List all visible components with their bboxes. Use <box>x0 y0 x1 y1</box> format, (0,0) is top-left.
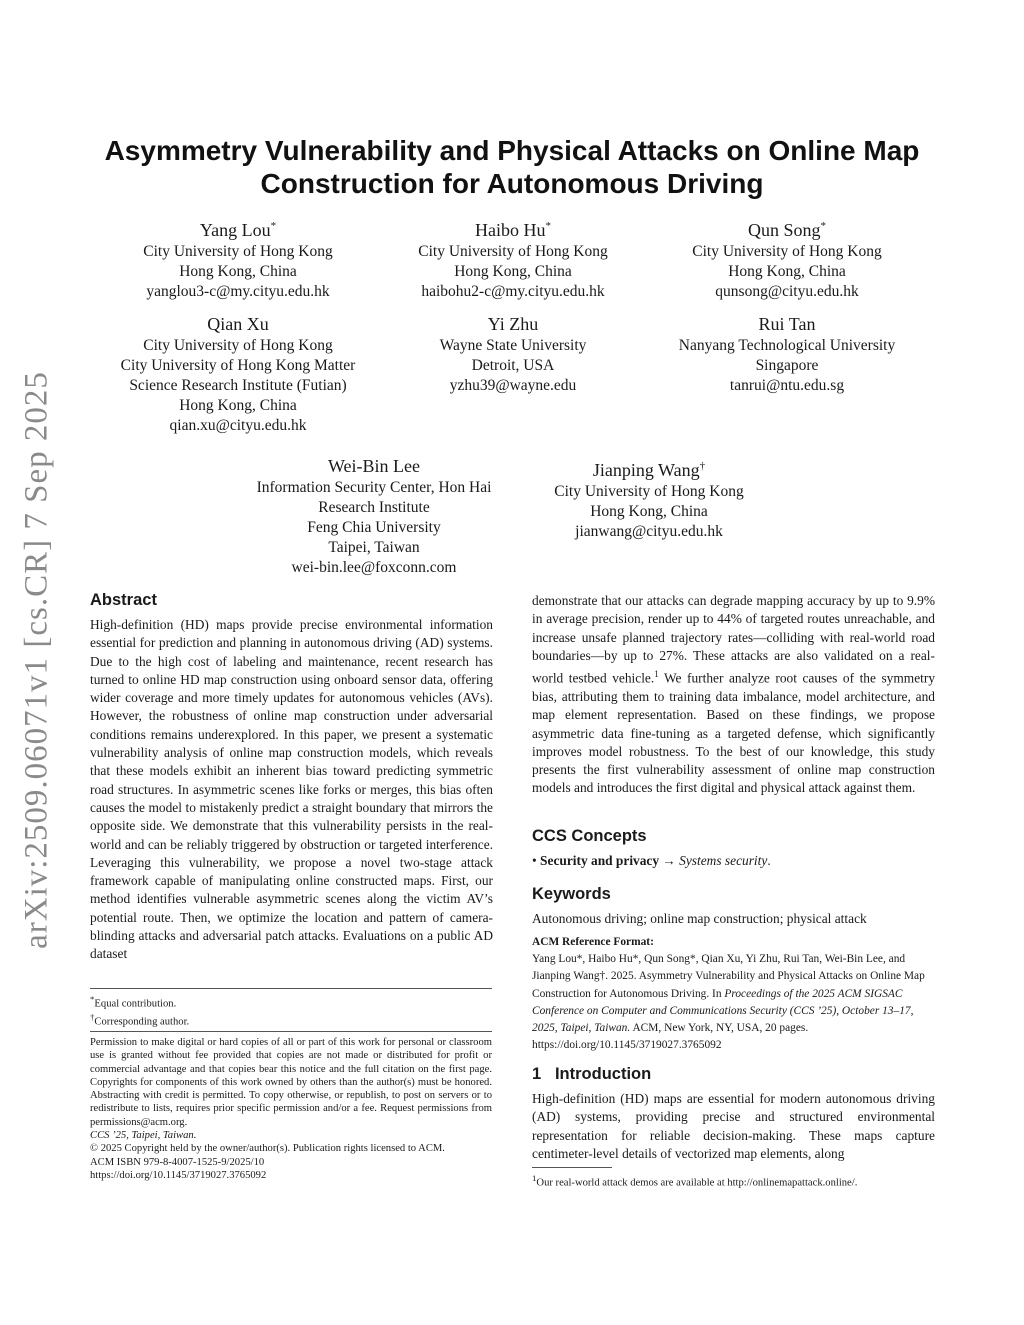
abstract-text: High-definition (HD) maps provide precise environmental information essential for prediction and planning in autonomous driving (AD) systems. Due to the high cost of labeling and maintenance, recent research has turned to online HD map construction using onboard sensor data, offering wider coverage and more timely updates for autonomous vehicles (AVs). However, the robustness of online map construction under adversarial conditions remains underexplored. In this paper, we present a systematic vulnerability analysis of online map construction models, which reveals that these models exhibit an inherent bias toward predicting symmetric road structures. In asymmetric scenes like forks or merges, this bias often causes the model to mistakenly predict a straight boundary that mirrors the opposite side. We demonstrate that this vulnerability persists in the real-world and can be reliably triggered by obstruction or targeted interference. Leveraging this vulnerability, we propose a novel two-stage attack framework capable of manipulating online constructed maps. First, our method identifies vulnerable asymmetric scenes along the victim AV’s potential route. Then, we optimize the location and pattern of camera-blinding attacks and adversarial patch attacks. Evaluations on a public AD dataset <box>90 617 493 962</box>
acm-reference-heading: ACM Reference Format: <box>532 936 654 948</box>
title-line-2: Construction for Autonomous Driving <box>260 168 764 199</box>
author-block <box>363 312 663 396</box>
introduction-section <box>532 1064 935 1163</box>
right-footnote-divider <box>532 1167 612 1168</box>
venue-line: CCS ’25, Taipei, Taiwan. <box>90 1130 197 1142</box>
author-block <box>499 454 799 542</box>
author-footnotes <box>90 993 492 1029</box>
permission-block <box>90 1036 492 1182</box>
introduction-text: High-definition (HD) maps are essential for modern autonomous driving (AD) systems, providing precise and structured environmental representation for reliable decision-making. These maps capture centimeter-level details of vectorized map elements, along <box>532 1091 935 1161</box>
abstract-section <box>90 590 493 964</box>
author-block <box>88 214 388 302</box>
author-name: Jianping Wang† <box>592 460 706 480</box>
author-location: Hong Kong, China <box>454 263 572 280</box>
author-affiliation: City University of Hong Kong <box>418 243 608 260</box>
ccs-concept: • Security and privacy → Systems security. <box>532 853 771 868</box>
footnote-equal: *Equal contribution. <box>90 994 177 1010</box>
author-block <box>363 214 663 302</box>
author-location: Hong Kong, China <box>179 263 297 280</box>
footnote-corresponding: †Corresponding author. <box>90 1011 190 1028</box>
author-location: Taipei, Taiwan <box>328 539 420 556</box>
author-location: Singapore <box>755 357 819 374</box>
footnote-divider <box>90 988 492 989</box>
page-title <box>80 134 944 200</box>
author-email: haibohu2-c@my.cityu.edu.hk <box>421 283 605 300</box>
permission-divider <box>90 1031 492 1032</box>
permission-text: Permission to make digital or hard copies of all or part of this work for personal or classroom use is granted without fee provided that copies are not made or distributed for profit or commercial advantage and that copies bear this notice and the full citation on the first page. Copyrights for components of this work owned by others than the author(s) must be honored. Abstracting with credit is permitted. To copy otherwise, or republish, to post on servers or to redistribute to lists, requires prior specific permission and/or a fee. Request permissions from permissions@acm.org. <box>90 1037 492 1128</box>
author-affiliation: Nanyang Technological University <box>678 337 896 354</box>
isbn-line: ACM ISBN 979-8-4007-1525-9/2025/10 <box>90 1156 265 1168</box>
author-affiliation: Information Security Center, Hon Hai <box>256 479 492 496</box>
author-name: Yi Zhu <box>487 314 539 334</box>
author-email: wei-bin.lee@foxconn.com <box>291 559 457 576</box>
acm-reference <box>532 934 935 1054</box>
author-email: qunsong@cityu.edu.hk <box>715 283 859 300</box>
author-affiliation: City University of Hong Kong <box>143 337 333 354</box>
author-affiliation: Feng Chia University <box>307 519 441 536</box>
abstract-continuation-text: demonstrate that our attacks can degrade mapping accuracy by up to 9.9% in average precision, render up to 44% of targeted routes unreachable, and increase unsafe planned trajectory rates—colliding with real-world road boundaries—by up to 27%. These attacks are also validated on a real-world testbed vehicle.$^1$ We further analyze root causes of the symmetry bias, attributing them to training data imbalance, model architecture, and map element representation. Based on these findings, we propose asymmetric data fine-tuning as a targeted defense, which significantly improves model robustness. To the best of our knowledge, this study presents the first vulnerability assessment of online map construction models and introduces the first digital and physical attack against them. <box>532 593 936 796</box>
author-email: yanglou3-c@my.cityu.edu.hk <box>146 283 330 300</box>
author-affiliation: City University of Hong Kong <box>692 243 882 260</box>
author-block <box>88 312 388 436</box>
ccs-heading: CCS Concepts <box>532 827 647 845</box>
author-email: jianwang@cityu.edu.hk <box>575 523 723 540</box>
title-line-1: Asymmetry Vulnerability and Physical Attacks on Online Map <box>104 135 920 166</box>
author-block <box>637 312 937 396</box>
keywords-text: Autonomous driving; online map construction; physical attack <box>532 911 867 926</box>
arxiv-identifier: arXiv:2509.06071v1 [cs.CR] 7 Sep 2025 <box>18 371 55 949</box>
author-name: Qun Song* <box>747 220 826 240</box>
acm-reference-text: Yang Lou*, Haibo Hu*, Qun Song*, Qian Xu, Yi Zhu, Rui Tan, Wei-Bin Lee, and Jianping Wang†. 2025. Asymmetry Vulnerability and Physical Attacks on Online Map Construction for Autonomous Driving. In Proceedings of the 2025 ACM SIGSAC Conference on Computer and Communications Security (CCS ’25), October 13–17, 2025, Taipei, Taiwan. ACM, New York, NY, USA, 20 pages. https://doi.org/10.1145/3719027.3765092 <box>532 953 925 1052</box>
author-block <box>224 454 524 578</box>
demo-footnote: $^1$Our real-world attack demos are available at http://onlinemapattack.online/. <box>532 1173 858 1189</box>
keywords-section <box>532 884 935 928</box>
author-email: tanrui@ntu.edu.sg <box>729 377 845 394</box>
author-location: Hong Kong, China <box>179 397 297 414</box>
author-affiliation: City University of Hong Kong Matter <box>120 357 356 374</box>
author-affiliation: Research Institute <box>318 499 430 516</box>
author-block <box>637 214 937 302</box>
copyright-line: © 2025 Copyright held by the owner/author(s). Publication rights licensed to ACM. <box>90 1143 445 1155</box>
author-location: Hong Kong, China <box>590 503 708 520</box>
author-name: Rui Tan <box>758 314 816 334</box>
author-name: Wei-Bin Lee <box>327 456 420 476</box>
author-affiliation: City University of Hong Kong <box>143 243 333 260</box>
abstract-continuation <box>532 592 935 798</box>
author-affiliation: City University of Hong Kong <box>554 483 744 500</box>
doi-link[interactable]: https://doi.org/10.1145/3719027.3765092 <box>90 1169 267 1181</box>
author-name: Qian Xu <box>207 314 269 334</box>
author-location: Detroit, USA <box>471 357 555 374</box>
footnote-marker: 1 <box>654 669 659 680</box>
author-affiliation: Wayne State University <box>439 337 587 354</box>
abstract-heading: Abstract <box>90 591 157 609</box>
author-email: yzhu39@wayne.edu <box>449 377 577 394</box>
ccs-section <box>532 826 935 870</box>
author-email: qian.xu@cityu.edu.hk <box>169 417 307 434</box>
author-name: Yang Lou* <box>199 220 277 240</box>
demo-link[interactable]: Our real-world attack demos are available at http://onlinemapattack.online/. <box>536 1177 858 1189</box>
introduction-heading: 1 Introduction <box>532 1065 652 1083</box>
author-affiliation: Science Research Institute (Futian) <box>129 377 347 394</box>
keywords-heading: Keywords <box>532 885 611 903</box>
author-name: Haibo Hu* <box>475 220 551 240</box>
author-location: Hong Kong, China <box>728 263 846 280</box>
